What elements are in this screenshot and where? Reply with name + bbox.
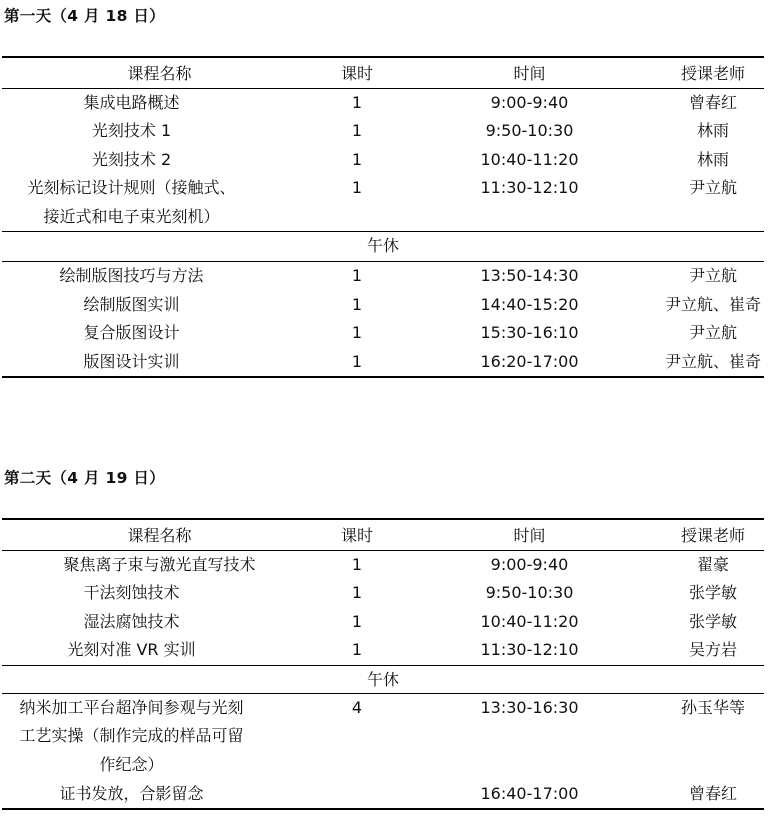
day1-break xyxy=(2,232,764,262)
course-time: 11:30-12:10 xyxy=(480,640,579,660)
course-teacher: 尹立航、崔奇 xyxy=(664,351,761,371)
course-teacher: 尹立航、崔奇 xyxy=(664,294,761,314)
course-name: 干法刻蚀技术 xyxy=(83,583,180,603)
course-name: 光刻技术 1 xyxy=(91,121,172,141)
day1-schedule-table xyxy=(2,56,764,378)
day1-morning-rows xyxy=(2,88,764,232)
table-row xyxy=(2,579,764,608)
course-time: 16:20-17:00 xyxy=(480,351,579,371)
course-hours: 1 xyxy=(351,266,363,286)
table-row xyxy=(2,174,764,232)
table-row xyxy=(2,262,764,291)
table-header-row xyxy=(2,519,764,550)
lunch-break-label: 午休 xyxy=(2,232,764,262)
day2-afternoon-rows xyxy=(2,693,764,809)
header-time: 时间 xyxy=(397,57,662,88)
course-teacher: 尹立航 xyxy=(688,178,737,198)
course-time: 9:00-9:40 xyxy=(490,92,569,112)
table-row xyxy=(2,291,764,320)
course-name: 光刻技术 2 xyxy=(91,149,172,169)
table-row xyxy=(2,608,764,637)
course-hours: 1 xyxy=(351,640,363,660)
header-time: 时间 xyxy=(397,519,662,550)
header-teacher: 授课老师 xyxy=(662,57,764,88)
day2-schedule-table xyxy=(2,518,764,810)
course-hours: 4 xyxy=(351,697,363,717)
day2-heading: 第二天（4 月 19 日） xyxy=(4,469,165,487)
course-hours: 1 xyxy=(351,121,363,141)
course-teacher: 吴方岩 xyxy=(688,640,737,660)
course-name: 绘制版图实训 xyxy=(83,294,180,314)
course-hours xyxy=(317,780,397,810)
table-row xyxy=(2,117,764,146)
table-row xyxy=(2,319,764,348)
header-teacher: 授课老师 xyxy=(662,519,764,550)
table-row xyxy=(2,636,764,665)
course-name: 光刻对准 VR 实训 xyxy=(67,640,196,660)
course-time: 13:50-14:30 xyxy=(480,266,579,286)
course-teacher: 尹立航 xyxy=(688,323,737,343)
day1-heading: 第一天（4 月 18 日） xyxy=(4,7,165,25)
day2-break xyxy=(2,665,764,693)
course-time: 10:40-11:20 xyxy=(480,611,579,631)
course-name: 版图设计实训 xyxy=(83,351,180,371)
course-hours: 1 xyxy=(351,554,363,574)
course-teacher: 林雨 xyxy=(696,121,729,141)
table-row xyxy=(2,693,764,779)
course-hours: 1 xyxy=(351,149,363,169)
course-time: 11:30-12:10 xyxy=(480,178,579,198)
course-hours: 1 xyxy=(351,351,363,371)
course-hours: 1 xyxy=(351,178,363,198)
lunch-break-row xyxy=(2,232,764,262)
table-row xyxy=(2,550,764,579)
table-header-row xyxy=(2,57,764,88)
course-teacher: 张学敏 xyxy=(688,611,737,631)
day2-morning-rows xyxy=(2,550,764,665)
course-name: 绘制版图技巧与方法 xyxy=(59,266,204,286)
course-time: 13:30-16:30 xyxy=(480,697,579,717)
course-teacher: 曾春红 xyxy=(688,783,737,803)
lunch-break-row xyxy=(2,665,764,693)
header-course: 课程名称 xyxy=(2,57,317,88)
course-hours: 1 xyxy=(351,611,363,631)
header-course: 课程名称 xyxy=(2,519,317,550)
course-name: 复合版图设计 xyxy=(83,323,180,343)
course-name: 集成电路概述 xyxy=(83,92,180,112)
header-hours: 课时 xyxy=(317,519,397,550)
lunch-break-label: 午休 xyxy=(2,665,764,693)
course-teacher: 曾春红 xyxy=(688,92,737,112)
course-time: 9:50-10:30 xyxy=(485,583,574,603)
course-name: 证书发放，合影留念 xyxy=(59,783,204,803)
course-teacher: 翟豪 xyxy=(696,554,729,574)
course-time: 16:40-17:00 xyxy=(480,783,579,803)
table-row xyxy=(2,146,764,175)
course-time: 15:30-16:10 xyxy=(480,323,579,343)
course-hours: 1 xyxy=(351,583,363,603)
header-hours: 课时 xyxy=(317,57,397,88)
course-name: 光刻标记设计规则（接触式、接近式和电子束光刻机） xyxy=(27,178,236,226)
course-hours: 1 xyxy=(351,92,363,112)
course-hours: 1 xyxy=(351,323,363,343)
course-time: 14:40-15:20 xyxy=(480,294,579,314)
course-time: 10:40-11:20 xyxy=(480,149,579,169)
table-row xyxy=(2,88,764,117)
course-time: 9:50-10:30 xyxy=(485,121,574,141)
course-time: 9:00-9:40 xyxy=(490,554,569,574)
table-row xyxy=(2,780,764,810)
course-hours: 1 xyxy=(351,294,363,314)
course-name: 纳米加工平台超净间参观与光刻工艺实操（制作完成的样品可留作纪念） xyxy=(19,697,244,775)
course-name: 聚焦离子束与激光直写技术 xyxy=(63,554,256,574)
day1-afternoon-rows xyxy=(2,262,764,378)
course-name: 湿法腐蚀技术 xyxy=(83,611,180,631)
course-teacher: 尹立航 xyxy=(688,266,737,286)
course-teacher: 张学敏 xyxy=(688,583,737,603)
table-row xyxy=(2,348,764,378)
course-teacher: 孙玉华等 xyxy=(680,697,745,717)
course-teacher: 林雨 xyxy=(696,149,729,169)
